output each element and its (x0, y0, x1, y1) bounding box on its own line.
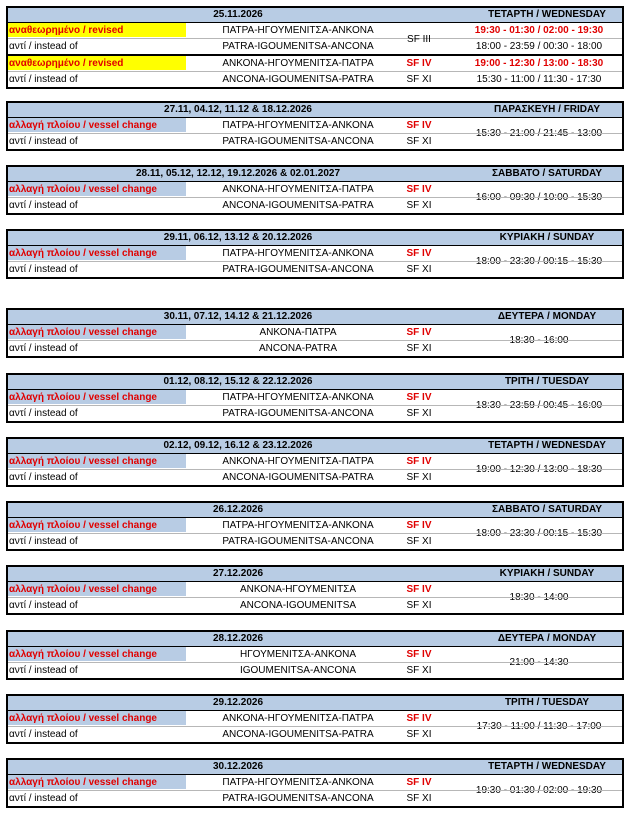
instead-of-label: αντί / instead of (9, 472, 78, 483)
vessel: SF XI (406, 74, 432, 85)
route: ANCONA-IGOUMENITSA-PATRA (222, 472, 374, 483)
instead-of-label: αντί / instead of (9, 536, 78, 547)
vessel: SF XI (406, 136, 432, 147)
route: ΗΓΟΥΜΕΝΙΤΣΑ-ΑΝΚΟΝΑ (239, 649, 357, 660)
vessel-change-label: αλλαγή πλοίου / vessel change (8, 711, 186, 725)
vessel: SF III (407, 34, 431, 45)
vessel: SF IV (406, 184, 432, 195)
block-dates: 01.12, 08.12, 15.12 & 22.12.2026 (163, 376, 313, 387)
schedule-row (8, 469, 622, 485)
route: ΠΑΤΡΑ-ΗΓΟΥΜΕΝΙΤΣΑ-ΑΝΚΟΝΑ (222, 392, 374, 403)
instead-of-label: αντί / instead of (9, 600, 78, 611)
schedule-block-26-12 (6, 501, 624, 551)
time: 18:00 - 23:59 / 00:30 - 18:00 (475, 41, 603, 52)
instead-of-label: αντί / instead of (9, 41, 78, 52)
block-dates: 26.12.2026 (212, 504, 264, 515)
vessel: SF IV (406, 649, 432, 660)
schedule-row (8, 197, 622, 213)
time: 18:30 - 16:00 (509, 335, 569, 346)
instead-of-label: αντί / instead of (9, 200, 78, 211)
vessel: SF XI (406, 665, 432, 676)
schedule-block-27-12 (6, 565, 624, 615)
schedule-row (8, 647, 622, 668)
instead-of-label: αντί / instead of (9, 665, 78, 676)
time: 21:00 - 14:30 (509, 657, 569, 668)
block-dates: 29.11, 06.12, 13.12 & 20.12.2026 (163, 232, 313, 243)
time: 18:00 - 23:30 / 00:15 - 15:30 (475, 528, 603, 539)
schedule-row (8, 405, 622, 421)
block-header (8, 760, 622, 775)
block-header (8, 375, 622, 390)
schedule-row (8, 133, 622, 149)
time: 15:30 - 11:00 / 11:30 - 17:30 (476, 74, 602, 85)
schedule-row (8, 790, 622, 806)
block-header (8, 696, 622, 711)
block-day: ΔΕΥΤΕΡΑ / MONDAY (497, 633, 597, 644)
vessel: SF XI (406, 600, 432, 611)
route: ΠΑΤΡΑ-ΗΓΟΥΜΕΝΙΤΣΑ-ΑΝΚΟΝΑ (222, 248, 374, 259)
schedule-block-saturday (6, 165, 624, 215)
route: ΠΑΤΡΑ-ΗΓΟΥΜΕΝΙΤΣΑ-ΑΝΚΟΝΑ (222, 777, 374, 788)
block-day: ΚΥΡΙΑΚΗ / SUNDAY (499, 568, 595, 579)
block-dates: 30.12.2026 (212, 761, 264, 772)
schedule-block-30-12 (6, 758, 624, 808)
block-dates: 28.12.2026 (212, 633, 264, 644)
route: PATRA-IGOUMENITSA-ANCONA (222, 264, 374, 275)
schedule-block-tuesday (6, 373, 624, 423)
route: PATRA-IGOUMENITSA-ANCONA (222, 408, 374, 419)
schedule-row (8, 454, 622, 475)
block-dates: 27.11, 04.12, 11.12 & 18.12.2026 (164, 104, 312, 115)
block-header (8, 103, 622, 118)
time: 19:00 - 12:30 / 13:00 - 18:30 (475, 464, 603, 475)
block-header (8, 632, 622, 647)
schedule-row (8, 340, 622, 356)
instead-of-label: αντί / instead of (9, 343, 78, 354)
instead-of-label: αντί / instead of (9, 264, 78, 275)
route: ΠΑΤΡΑ-ΗΓΟΥΜΕΝΙΤΣΑ-ΑΝΚΟΝΑ (222, 25, 374, 36)
vessel-change-label: αλλαγή πλοίου / vessel change (8, 118, 186, 132)
instead-of-label: αντί / instead of (9, 408, 78, 419)
route: ΠΑΤΡΑ-ΗΓΟΥΜΕΝΙΤΣΑ-ΑΝΚΟΝΑ (222, 120, 374, 131)
vessel: SF XI (406, 408, 432, 419)
schedule-row (8, 246, 622, 267)
schedule-row (8, 582, 622, 603)
schedule-block-25-11 (6, 6, 624, 89)
vessel: SF XI (406, 200, 432, 211)
vessel: SF XI (406, 793, 432, 804)
revised-label: αναθεωρημένο / revised (8, 56, 186, 70)
vessel-change-label: αλλαγή πλοίου / vessel change (8, 454, 186, 468)
vessel: SF IV (406, 520, 432, 531)
route: ANCONA-IGOUMENITSA-PATRA (222, 74, 374, 85)
block-day: ΤΡΙΤΗ / TUESDAY (504, 697, 590, 708)
time: 18:30 - 14:00 (509, 592, 569, 603)
schedule-row (8, 726, 622, 742)
schedule-block-wednesday (6, 437, 624, 487)
vessel: SF XI (406, 536, 432, 547)
route: PATRA-IGOUMENITSA-ANCONA (222, 41, 374, 52)
block-day: ΤΡΙΤΗ / TUESDAY (504, 376, 590, 387)
block-header (8, 310, 622, 325)
instead-of-label: αντί / instead of (9, 729, 78, 740)
vessel: SF IV (406, 777, 432, 788)
vessel: SF XI (406, 472, 432, 483)
vessel: SF XI (406, 729, 432, 740)
block-day: ΤΕΤΑΡΤΗ / WEDNESDAY (488, 9, 606, 20)
vessel: SF IV (406, 248, 432, 259)
time: 19:00 - 12:30 / 13:00 - 18:30 (474, 58, 604, 69)
route: ΑΝΚΟΝΑ-ΠΑΤΡΑ (259, 327, 337, 338)
route: ANCONA-IGOUMENITSA-PATRA (222, 200, 374, 211)
schedule-block-friday (6, 101, 624, 151)
block-dates: 27.12.2026 (212, 568, 264, 579)
schedule-row (8, 662, 622, 678)
route: ANCONA-PATRA (259, 343, 337, 354)
vessel: SF XI (406, 343, 432, 354)
vessel: SF IV (406, 120, 432, 131)
vessel: SF IV (406, 392, 432, 403)
vessel-change-label: αλλαγή πλοίου / vessel change (8, 182, 186, 196)
schedule-block-29-12 (6, 694, 624, 744)
vessel: SF IV (406, 58, 432, 69)
schedule-row (8, 182, 622, 203)
vessel: SF XI (406, 264, 432, 275)
block-header (8, 567, 622, 582)
time: 15:30 - 21:00 / 21:45 - 13:00 (475, 128, 603, 139)
block-day: ΣΑΒΒΑΤΟ / SATURDAY (492, 168, 602, 179)
schedule-row (8, 518, 622, 539)
block-dates: 02.12, 09.12, 16.12 & 23.12.2026 (163, 440, 313, 451)
block-header (8, 439, 622, 454)
block-dates: 28.11, 05.12, 12.12, 19.12.2026 & 02.01.2027 (135, 168, 341, 179)
schedule-row (8, 390, 622, 411)
block-header (8, 167, 622, 182)
time: 18:00 - 23:30 / 00:15 - 15:30 (475, 256, 603, 267)
block-day: ΔΕΥΤΕΡΑ / MONDAY (497, 311, 597, 322)
route: ΠΑΤΡΑ-ΗΓΟΥΜΕΝΙΤΣΑ-ΑΝΚΟΝΑ (222, 520, 374, 531)
vessel-change-label: αλλαγή πλοίου / vessel change (8, 775, 186, 789)
vessel-change-label: αλλαγή πλοίου / vessel change (8, 647, 186, 661)
vessel-change-label: αλλαγή πλοίου / vessel change (8, 518, 186, 532)
schedule-row (8, 597, 622, 613)
schedule-row (8, 34, 622, 54)
block-header (8, 8, 622, 23)
revised-label: αναθεωρημένο / revised (8, 23, 186, 37)
route: ΑΝΚΟΝΑ-ΗΓΟΥΜΕΝΙΤΣΑ (239, 584, 357, 595)
schedule-row (8, 325, 622, 346)
block-dates: 25.11.2026 (213, 9, 263, 20)
schedule-row (8, 118, 622, 139)
block-dates: 30.11, 07.12, 14.12 & 21.12.2026 (163, 311, 313, 322)
schedule-row (8, 54, 622, 71)
schedule-row (8, 711, 622, 732)
route: PATRA-IGOUMENITSA-ANCONA (222, 136, 374, 147)
block-day: ΤΕΤΑΡΤΗ / WEDNESDAY (488, 761, 606, 772)
route: ΑΝΚΟΝΑ-ΗΓΟΥΜΕΝΙΤΣΑ-ΠΑΤΡΑ (222, 58, 374, 69)
schedule-row (8, 261, 622, 277)
vessel-change-label: αλλαγή πλοίου / vessel change (8, 246, 186, 260)
vessel: SF IV (406, 456, 432, 467)
block-day: ΠΑΡΑΣΚΕΥΗ / FRIDAY (493, 104, 600, 115)
vessel: SF IV (406, 584, 432, 595)
route: ΑΝΚΟΝΑ-ΗΓΟΥΜΕΝΙΤΣΑ-ΠΑΤΡΑ (222, 456, 374, 467)
instead-of-label: αντί / instead of (9, 74, 78, 85)
schedule-row (8, 71, 622, 87)
schedule-row (8, 775, 622, 796)
time: 19:30 - 01:30 / 02:00 - 19:30 (474, 25, 604, 36)
block-dates: 29.12.2026 (212, 697, 264, 708)
vessel-change-label: αλλαγή πλοίου / vessel change (8, 390, 186, 404)
route: PATRA-IGOUMENITSA-ANCONA (222, 793, 374, 804)
schedule-block-28-12 (6, 630, 624, 680)
instead-of-label: αντί / instead of (9, 136, 78, 147)
route: IGOUMENITSA-ANCONA (239, 665, 357, 676)
route: ΑΝΚΟΝΑ-ΗΓΟΥΜΕΝΙΤΣΑ-ΠΑΤΡΑ (222, 713, 374, 724)
route: ANCONA-IGOUMENITSA (239, 600, 357, 611)
schedule-block-monday (6, 308, 624, 358)
vessel-change-label: αλλαγή πλοίου / vessel change (8, 325, 186, 339)
time: 16:00 - 09:30 / 10:00 - 15:30 (475, 192, 603, 203)
vessel: SF IV (406, 713, 432, 724)
route: ANCONA-IGOUMENITSA-PATRA (222, 729, 374, 740)
time: 18:30 - 23:59 / 00:45 - 16:00 (475, 400, 603, 411)
block-day: ΚΥΡΙΑΚΗ / SUNDAY (499, 232, 595, 243)
vessel-change-label: αλλαγή πλοίου / vessel change (8, 582, 186, 596)
schedule-block-sunday (6, 229, 624, 279)
block-header (8, 503, 622, 518)
block-day: ΤΕΤΑΡΤΗ / WEDNESDAY (488, 440, 606, 451)
time: 19:30 - 01:30 / 02:00 - 19:30 (475, 785, 603, 796)
instead-of-label: αντί / instead of (9, 793, 78, 804)
schedule-row (8, 23, 622, 38)
block-day: ΣΑΒΒΑΤΟ / SATURDAY (492, 504, 602, 515)
block-header (8, 231, 622, 246)
time: 17:30 - 11:00 / 11:30 - 17:00 (476, 721, 602, 732)
route: PATRA-IGOUMENITSA-ANCONA (222, 536, 374, 547)
schedule-row (8, 533, 622, 549)
route: ΑΝΚΟΝΑ-ΗΓΟΥΜΕΝΙΤΣΑ-ΠΑΤΡΑ (222, 184, 374, 195)
vessel: SF IV (406, 327, 432, 338)
